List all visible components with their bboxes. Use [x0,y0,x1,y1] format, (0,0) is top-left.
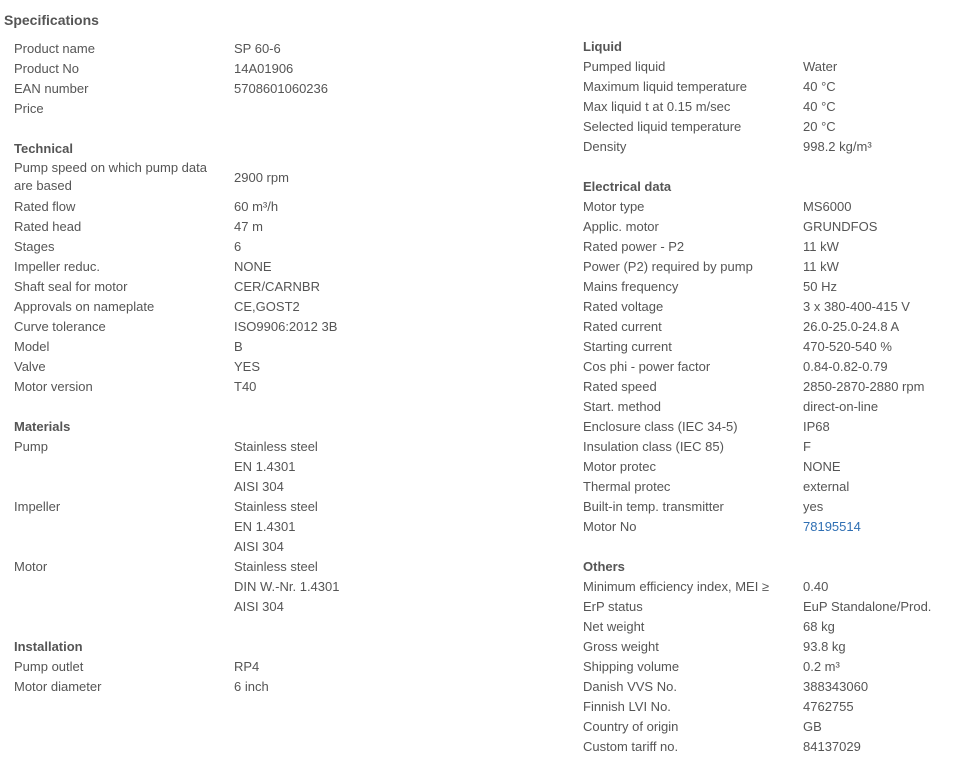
spec-value: Water [803,58,838,74]
spec-label: Rated head [14,218,82,234]
spec-value: NONE [803,458,841,474]
spec-label: Motor version [14,378,93,394]
spec-value: 0.84-0.82-0.79 [803,358,888,374]
spec-value: 50 Hz [803,278,837,294]
spec-value: 68 kg [803,618,835,634]
spec-value: NONE [234,258,272,274]
spec-value: 40 °C [803,98,836,114]
spec-value: B [234,338,243,354]
spec-label: Shipping volume [583,658,680,674]
section-heading-materials: Materials [14,419,71,434]
spec-value: 60 m³/h [234,198,279,214]
spec-value: 998.2 kg/m³ [803,138,872,154]
spec-value: SP 60-6 [234,40,281,56]
spec-value: 11 kW [803,238,839,254]
spec-value: AISI 304 [234,478,284,494]
spec-value: YES [234,358,261,374]
spec-value: 14A01906 [234,60,294,76]
section-heading-liquid: Liquid [583,39,622,54]
spec-value: 6 inch [234,678,269,694]
spec-label: EAN number [14,80,89,96]
spec-label: Curve tolerance [14,318,106,334]
page-title: Specifications [4,12,99,28]
spec-label: Custom tariff no. [583,738,679,754]
spec-label: Starting current [583,338,672,354]
spec-value: 3 x 380-400-415 V [803,298,910,314]
spec-value: RP4 [234,658,260,674]
spec-label: Motor protec [583,458,656,474]
spec-value: IP68 [803,418,830,434]
spec-value: 0.2 m³ [803,658,840,674]
spec-label: Enclosure class (IEC 34-5) [583,418,738,434]
spec-label: Pump speed on which pump data are based [14,160,207,193]
spec-label: Pump outlet [14,658,84,674]
spec-label: Mains frequency [583,278,679,294]
spec-value: 20 °C [803,118,836,134]
spec-label: Finnish LVI No. [583,698,671,714]
section-heading-others: Others [583,559,625,574]
spec-label: Density [583,138,627,154]
section-heading-technical: Technical [14,141,74,156]
spec-value: CE,GOST2 [234,298,300,314]
spec-label: Rated speed [583,378,657,394]
spec-value: 0.40 [803,578,829,594]
spec-label: Cos phi - power factor [583,358,711,374]
spec-label: Product No [14,60,80,76]
spec-label: Thermal protec [583,478,671,494]
spec-value: 40 °C [803,78,836,94]
spec-value: ISO9906:2012 3B [234,318,338,334]
spec-value: 47 m [234,218,263,234]
spec-value: external [803,478,850,494]
spec-value: 388343060 [803,678,869,694]
spec-value: AISI 304 [234,538,284,554]
motor-no-link[interactable]: 78195514 [803,518,861,534]
spec-value: 93.8 kg [803,638,846,654]
spec-label: Motor type [583,198,645,214]
spec-label: Rated voltage [583,298,664,314]
spec-value: Stainless steel [234,558,318,574]
spec-value: F [803,438,811,454]
spec-label: Selected liquid temperature [583,118,742,134]
spec-value: 2850-2870-2880 rpm [803,378,925,394]
spec-label: Country of origin [583,718,679,734]
spec-value: EN 1.4301 [234,518,296,534]
spec-value: 470-520-540 % [803,338,892,354]
spec-label: Impeller reduc. [14,258,100,274]
spec-label: Motor [14,558,48,574]
spec-label: Net weight [583,618,645,634]
spec-label: Rated flow [14,198,76,214]
spec-value: EN 1.4301 [234,458,296,474]
spec-label: Valve [14,358,46,374]
spec-label: Impeller [14,498,61,514]
spec-value: GRUNDFOS [803,218,878,234]
spec-value: yes [803,498,824,514]
spec-label: Minimum efficiency index, MEI ≥ [583,578,770,594]
spec-label: Insulation class (IEC 85) [583,438,724,454]
spec-label: Price [14,100,44,116]
spec-label: Rated current [583,318,662,334]
spec-value: Stainless steel [234,438,318,454]
spec-label: Power (P2) required by pump [583,258,753,274]
spec-label: Danish VVS No. [583,678,677,694]
spec-label: Applic. motor [583,218,659,234]
spec-label: Pumped liquid [583,58,666,74]
section-heading-installation: Installation [14,639,83,654]
spec-label: Motor No [583,518,637,534]
spec-value: AISI 304 [234,598,284,614]
spec-label: Product name [14,40,95,56]
spec-label: Pump [14,438,48,454]
spec-value: EuP Standalone/Prod. [803,598,932,614]
spec-label: Maximum liquid temperature [583,78,748,94]
spec-value: T40 [234,378,257,394]
spec-value: MS6000 [803,198,852,214]
spec-value: GB [803,718,822,734]
spec-label: Rated power - P2 [583,238,685,254]
spec-label: Stages [14,238,55,254]
spec-value: 5708601060236 [234,80,328,96]
spec-label: Built-in temp. transmitter [583,498,724,514]
spec-value: 4762755 [803,698,854,714]
section-heading-electrical: Electrical data [583,179,672,194]
spec-value: 11 kW [803,258,839,274]
spec-label: Motor diameter [14,678,102,694]
spec-value: 26.0-25.0-24.8 A [803,318,900,334]
spec-value: 84137029 [803,738,861,754]
spec-value: 6 [234,238,242,254]
spec-label: Shaft seal for motor [14,278,128,294]
spec-value: 2900 rpm [234,169,289,185]
spec-value: CER/CARNBR [234,278,320,294]
spec-value: DIN W.-Nr. 1.4301 [234,578,340,594]
spec-label: ErP status [583,598,643,614]
spec-label: Start. method [583,398,662,414]
spec-label: Max liquid t at 0.15 m/sec [583,98,731,114]
spec-value: direct-on-line [803,398,879,414]
spec-label: Gross weight [583,638,659,654]
spec-label: Approvals on nameplate [14,298,155,314]
spec-label: Model [14,338,50,354]
spec-value: Stainless steel [234,498,318,514]
